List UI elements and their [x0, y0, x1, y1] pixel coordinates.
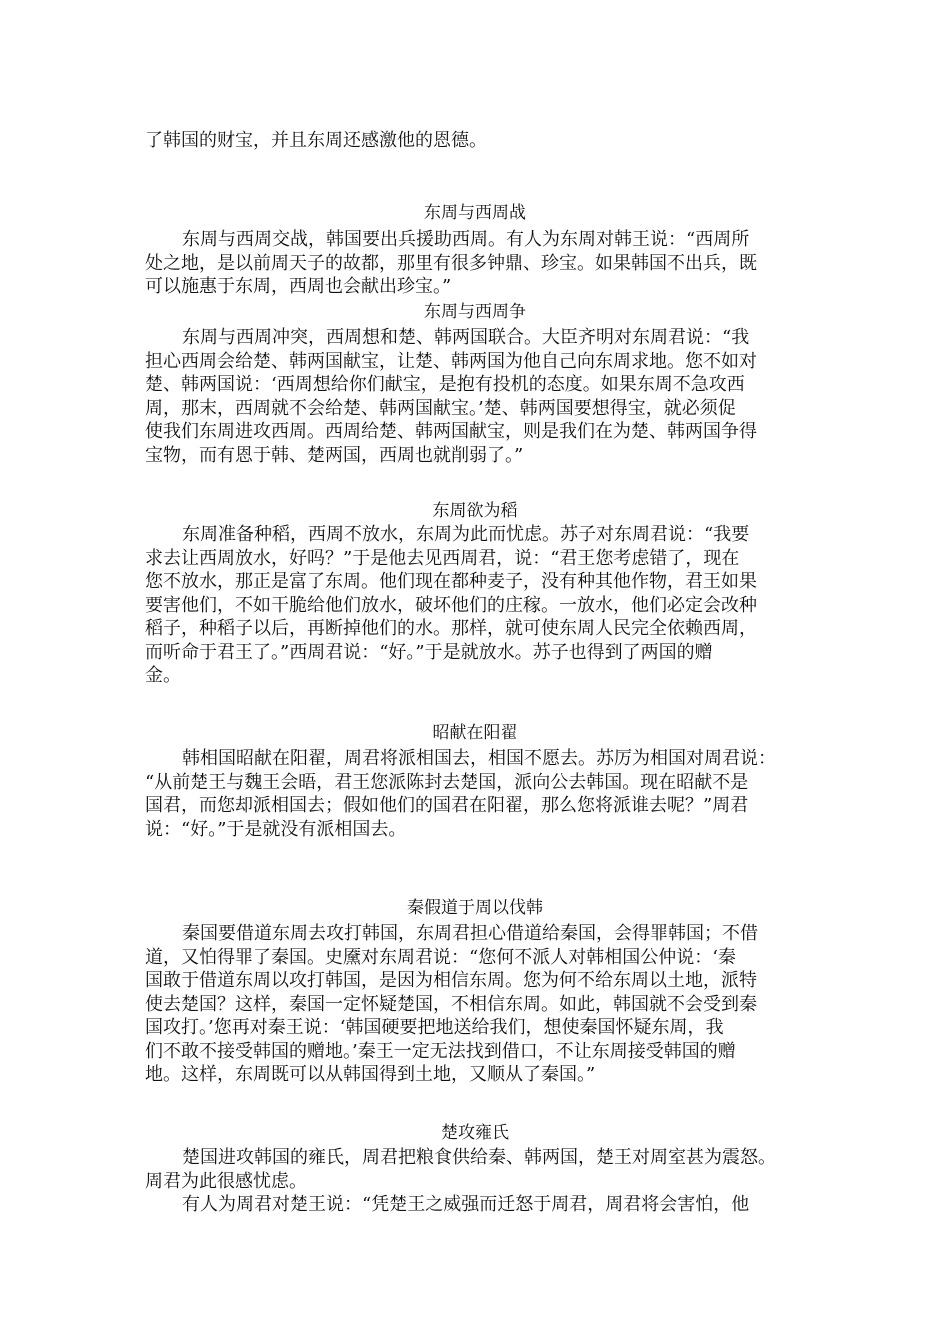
body-line: 韩相国昭献在阳翟，周君将派相国去，相国不愿去。苏厉为相国对周君说： — [182, 748, 776, 769]
body-line: 东周准备种稻，西周不放水，东周为此而忧虑。苏子对东周君说：“我要 — [182, 524, 750, 545]
body-line: 周，那末，西周就不会给楚、韩两国献宝。’楚、韩两国要想得宝，就必须促 — [145, 397, 736, 419]
section-body — [145, 228, 805, 299]
body-line: “从前楚王与魏王会晤，君王您派陈封去楚国，派向公去韩国。现在昭献不是 — [145, 771, 749, 793]
body-line: 秦国要借道东周去攻打韩国，东周君担心借道给秦国，会得罪韩国；不借 — [182, 923, 758, 944]
body-line: 国敢于借道东周以攻打韩国，是因为相信东周。您为何不给东周以土地，派特 — [145, 970, 757, 991]
intro-line: 了韩国的财宝，并且东周还感激他的恩德。 — [145, 130, 487, 151]
body-line: 宝物，而有恩于韩、楚两国，西周也就削弱了。” — [145, 444, 524, 466]
body-line: 稻子，种稻子以后，再断掉他们的水。那样，就可使东周人民完全依赖西周， — [145, 618, 757, 639]
section-title: 昭献在阳翟 — [432, 723, 518, 743]
body-line: 东周与西周冲突，西周想和楚、韩两国联合。大臣齐明对东周君说：“我 — [182, 327, 750, 348]
section-title: 秦假道于周以伐韩 — [407, 898, 543, 918]
body-line: 使去楚国？这样，秦国一定怀疑楚国，不相信东周。如此，韩国就不会受到秦 — [145, 993, 757, 1015]
body-line: 国君，而您却派相国去；假如他们的国君在阳翟，那么您将派谁去呢？”周君 — [145, 795, 749, 816]
body-line: 国攻打。’您再对秦王说：‘韩国硬要把地送给我们，想使秦国怀疑东周，我 — [145, 1017, 724, 1038]
section-body — [145, 747, 805, 841]
body-line: 处之地，是以前周天子的故都，那里有很多钟鼎、珍宝。如果韩国不出兵，既 — [145, 252, 757, 274]
body-line: 担心西周会给楚、韩两国献宝，让楚、韩两国为他自己向东周求地。您不如对 — [145, 350, 757, 372]
section-body — [145, 326, 805, 467]
body-line: 说：“好。”于是就没有派相国去。 — [145, 818, 407, 840]
section-title: 东周与西周战 — [424, 203, 526, 223]
section-body — [145, 922, 805, 1087]
body-line: 有人为周君对楚王说：“凭楚王之威强而迁怒于周君，周君将会害怕，他 — [182, 1194, 750, 1215]
body-line: 楚、韩两国说：‘西周想给你们献宝，是抱有投机的态度。如果东周不急攻西 — [145, 374, 745, 395]
body-line: 金。 — [145, 665, 181, 686]
body-line: 们不敢不接受韩国的赠地。’秦王一定无法找到借口，不让东周接受韩国的赠 — [145, 1040, 736, 1062]
section-body — [145, 523, 805, 688]
section-body — [145, 1146, 805, 1217]
body-line: 求去让西周放水，好吗？”于是他去见西周君，说：“君王您考虑错了，现在 — [145, 547, 740, 569]
body-line: 道，又怕得罪了秦国。史黡对东周君说：“您何不派人对韩相国公仲说：‘秦 — [145, 946, 736, 968]
section-title: 东周欲为稻 — [432, 501, 518, 521]
body-line: 要害他们，不如干脆给他们放水，破坏他们的庄稼。一放水，他们必定会改种 — [145, 594, 757, 616]
body-line: 东周与西周交战，韩国要出兵援助西周。有人为东周对韩王说：“西周所 — [182, 229, 750, 250]
section-title: 楚攻雍氏 — [441, 1123, 509, 1143]
body-line: 楚国进攻韩国的雍氏，周君把粮食供给秦、韩两国，楚王对周室甚为震怒。 — [182, 1147, 776, 1168]
body-line: 可以施惠于东周，西周也会献出珍宝。” — [145, 276, 452, 297]
body-line: 使我们东周进攻西周。西周给楚、韩两国献宝，则是我们在为楚、韩两国争得 — [145, 421, 757, 442]
body-line: 您不放水，那正是富了东周。他们现在都种麦子，没有种其他作物，君王如果 — [145, 571, 757, 592]
body-line: 而听命于君王了。”西周君说：“好。”于是就放水。苏子也得到了两国的赠 — [145, 641, 713, 663]
section-title: 东周与西周争 — [424, 302, 526, 322]
body-line: 周君为此很感忧虑。 — [145, 1170, 307, 1192]
body-line: 地。这样，东周既可以从韩国得到土地，又顺从了秦国。” — [145, 1064, 596, 1085]
